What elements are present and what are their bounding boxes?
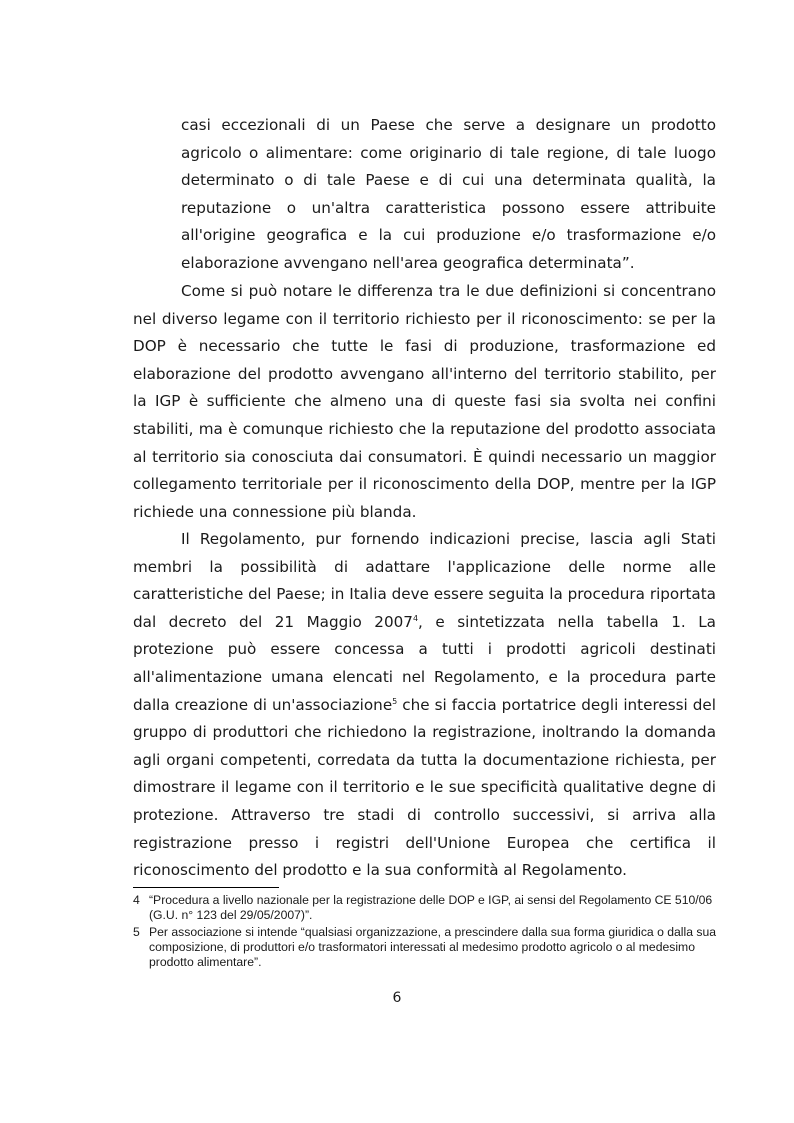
footnote-separator	[133, 887, 279, 888]
paragraph-2-part-1: Il Regolamento, pur fornendo indicazioni precise, lascia agli Stati membri la possibilità di adattare l'applicazione delle norme alle caratteristiche del Paese; in Italia deve essere seguita la procedura riportata dal decreto del 21 Maggio 2007	[133, 530, 716, 631]
paragraph-2	[133, 526, 716, 885]
footnote-text: Per associazione si intende “qualsiasi organizzazione, a prescindere dalla sua forma giuridica o dalla sua composizione, di produttori e/o trasformatori interessati al medesimo prodotto agricolo o al medesimo prodotto alimentare”.	[149, 925, 717, 969]
paragraph-2-part-2: , e sintetizzata nella tabella 1. La protezione può essere concessa a tutti i prodotti agricoli destinati all'alimentazione umana elencati nel Regolamento, e la procedura parte dalla creazione di un'associazione	[133, 612, 716, 714]
footnote-text: “Procedura a livello nazionale per la registrazione delle DOP e IGP, ai sensi del Regolamento CE 510/06 (G.U. n° 123 del 29/05/2007)”.	[149, 893, 713, 922]
page-number: 6	[392, 990, 402, 1006]
footnotes	[133, 893, 723, 972]
paragraph-2-part-3: che si faccia portatrice degli interessi del gruppo di produttori che richiedono la registrazione, inoltrando la domanda agli organi competenti, corredata da tutta la documentazione richiesta, per dimostrare il legame con il territorio e le sue specificità qualitative degne di protezione. Attraverso tre stadi di controllo successivi, si arriva alla registrazione presso i registri dell'Unione Europea che certifica il riconoscimento del prodotto e la sua conformità al Regolamento.	[133, 695, 716, 880]
quote-continuation: casi eccezionali di un Paese che serve a designare un prodotto agricolo o alimentare: come originario di tale regione, di tale luogo determinato o di tale Paese e di cui una determinata qualità, la reputazione o un'altra caratteristica possono essere attribuite all'origine geografica e la cui produzione e/o trasformazione e/o elaborazione avvengano nell'area geografica determinata”.	[181, 116, 716, 272]
paragraph-1: Come si può notare le differenza tra le due definizioni si concentrano nel diverso legame con il territorio richiesto per il riconoscimento: se per la DOP è necessario che tutte le fasi di produzione, trasformazione ed elaborazione del prodotto avvengano all'interno del territorio stabilito, per la IGP è sufficiente che almeno una di queste fasi sia svolta nei confini stabiliti, ma è comunque richiesto che la reputazione del prodotto associata al territorio sia conosciuta dai consumatori. È quindi necessario un maggior collegamento territoriale per il riconoscimento della DOP, mentre per la IGP richiede una connessione più blanda.	[133, 282, 716, 521]
footnote-4	[133, 893, 723, 923]
footnote-5	[133, 925, 723, 970]
footnote-ref-5: 5	[392, 696, 398, 706]
footnote-number: 5	[133, 925, 140, 939]
footnote-number: 4	[133, 893, 140, 907]
footnote-ref-4: 4	[412, 613, 419, 623]
